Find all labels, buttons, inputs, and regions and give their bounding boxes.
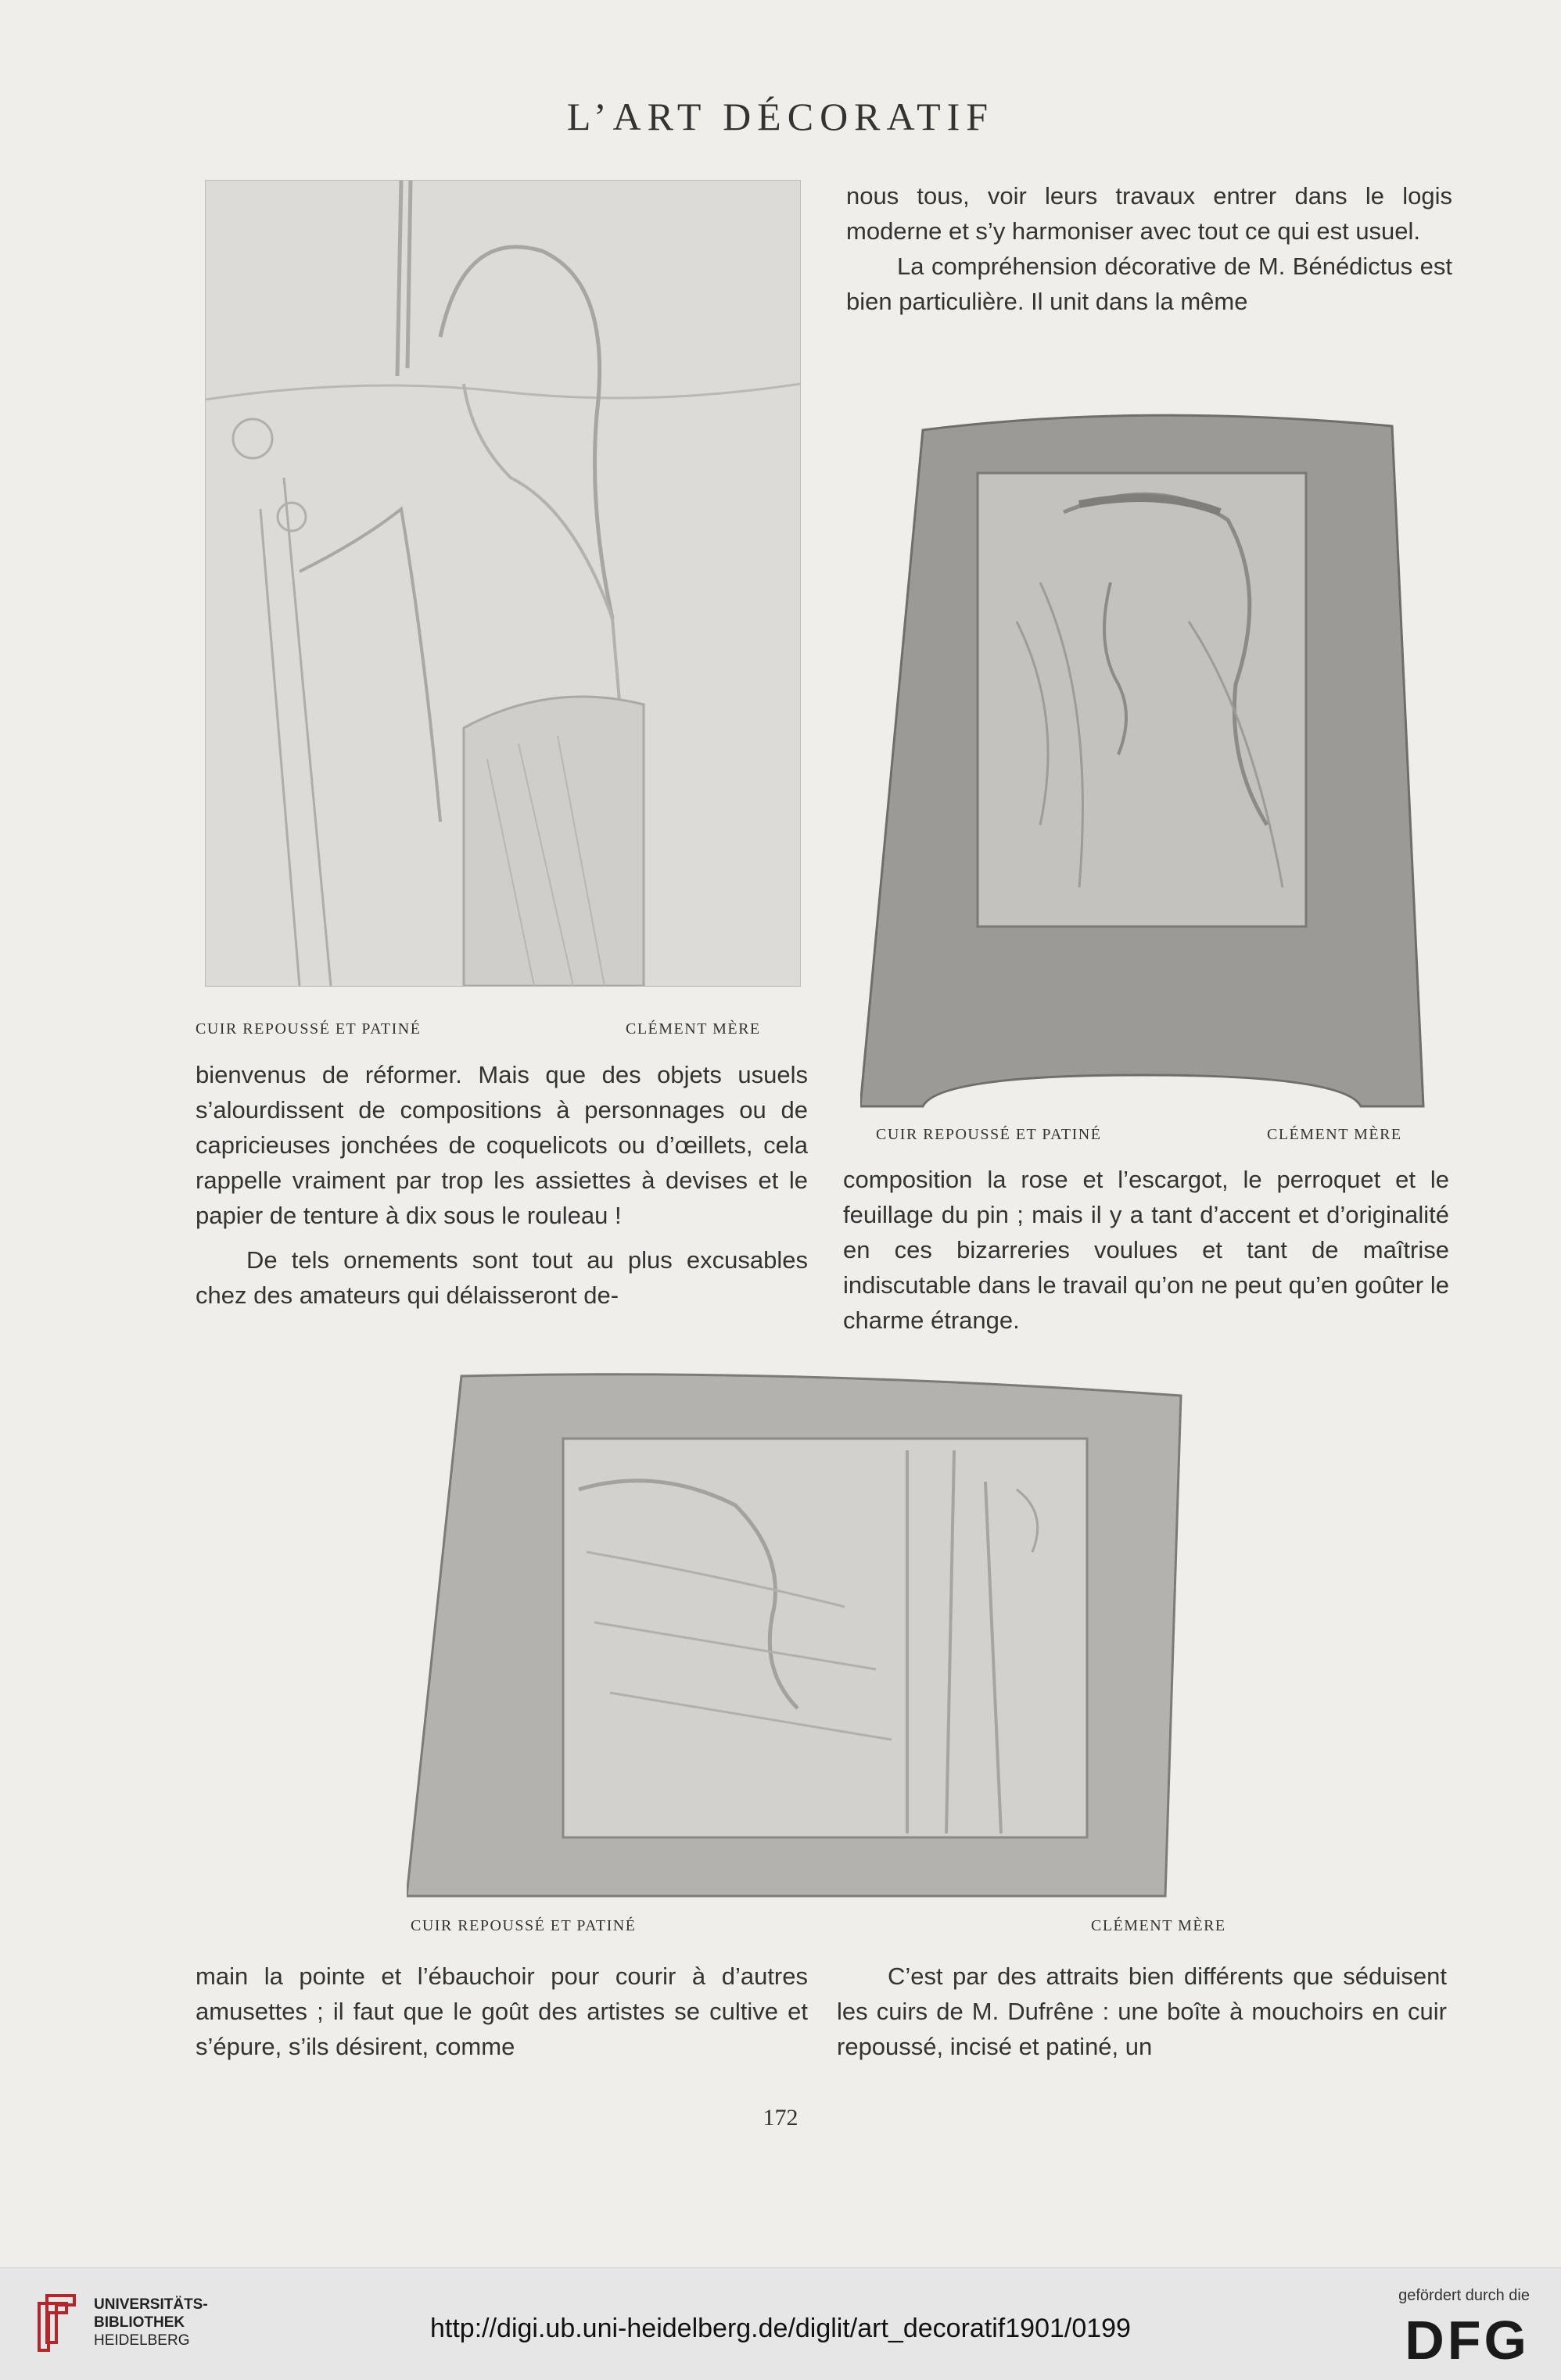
plate-woman-branches-image — [205, 180, 801, 987]
paragraph: nous tous, voir leurs travaux entrer dans le logis moderne et s’y harmoniser avec tout ce qui est usuel. — [846, 182, 1452, 245]
page-header: L’ART DÉCORATIF — [566, 95, 995, 138]
paragraph: bienvenus de réformer. Mais que des objets usuels s’alourdissent de compositions à personnages ou de capricieuses jonchées de coquelicots ou d’œillets, cela rappelle vraiment par trop les assiettes à devises et le papier de tenture à dix sous le rouleau ! — [196, 1061, 808, 1229]
page-number: 172 — [763, 2105, 798, 2131]
plate-wide-frame-image — [407, 1372, 1204, 1912]
paragraph: composition la rose et l’escargot, le perroquet et le feuillage du pin ; mais il y a tant d’accent et d’originalité en ces bizarreries voulues et tant de maîtrise indiscutable dans le travail qu’on ne peut qu’en goûter le charme étrange. — [843, 1166, 1449, 1334]
paragraph: De tels ornements sont tout au plus excusables chez des amateurs qui délaisseront de- — [196, 1246, 808, 1309]
paragraph: La compréhension décorative de M. Bénédictus est bien particulière. Il unit dans la même — [846, 253, 1452, 315]
plate-1-caption-left: CUIR REPOUSSÉ ET PATINÉ — [196, 1020, 422, 1038]
text-left-bottom — [196, 1959, 808, 2064]
plate-2-caption-right: CLÉMENT MÈRE — [1267, 1126, 1402, 1143]
text-left-mid — [196, 1057, 808, 1313]
plate-3-caption-left: CUIR REPOUSSÉ ET PATINÉ — [411, 1917, 637, 1934]
dfg-logo: DFG — [1405, 2310, 1530, 2371]
paragraph: main la pointe et l’ébauchoir pour courir à d’autres amusettes ; il faut que le goût des artistes se cultive et s’épure, s’ils désirent, comme — [196, 1962, 808, 2060]
plate-2-caption-left: CUIR REPOUSSÉ ET PATINÉ — [876, 1126, 1102, 1143]
text-right-bottom — [837, 1959, 1447, 2064]
source-url-link[interactable]: http://digi.ub.uni-heidelberg.de/diglit/art_decoratif1901/0199 — [430, 2314, 1131, 2343]
text-right-top — [846, 178, 1452, 319]
funding-label: gefördert durch die — [1398, 2287, 1530, 2304]
footer-bar — [0, 2267, 1561, 2380]
library-name: UNIVERSITÄTS- BIBLIOTHEK HEIDELBERG — [94, 2296, 208, 2349]
paragraph: C’est par des attraits bien différents que séduisent les cuirs de M. Dufrêne : une boîte à mouchoirs en cuir repoussé, incisé et patiné, un — [837, 1962, 1447, 2060]
plate-1-caption-right: CLÉMENT MÈRE — [626, 1020, 761, 1038]
text-right-mid — [843, 1162, 1449, 1338]
plate-frame-profile-image — [860, 387, 1427, 1122]
plate-3-caption-right: CLÉMENT MÈRE — [1091, 1917, 1226, 1934]
